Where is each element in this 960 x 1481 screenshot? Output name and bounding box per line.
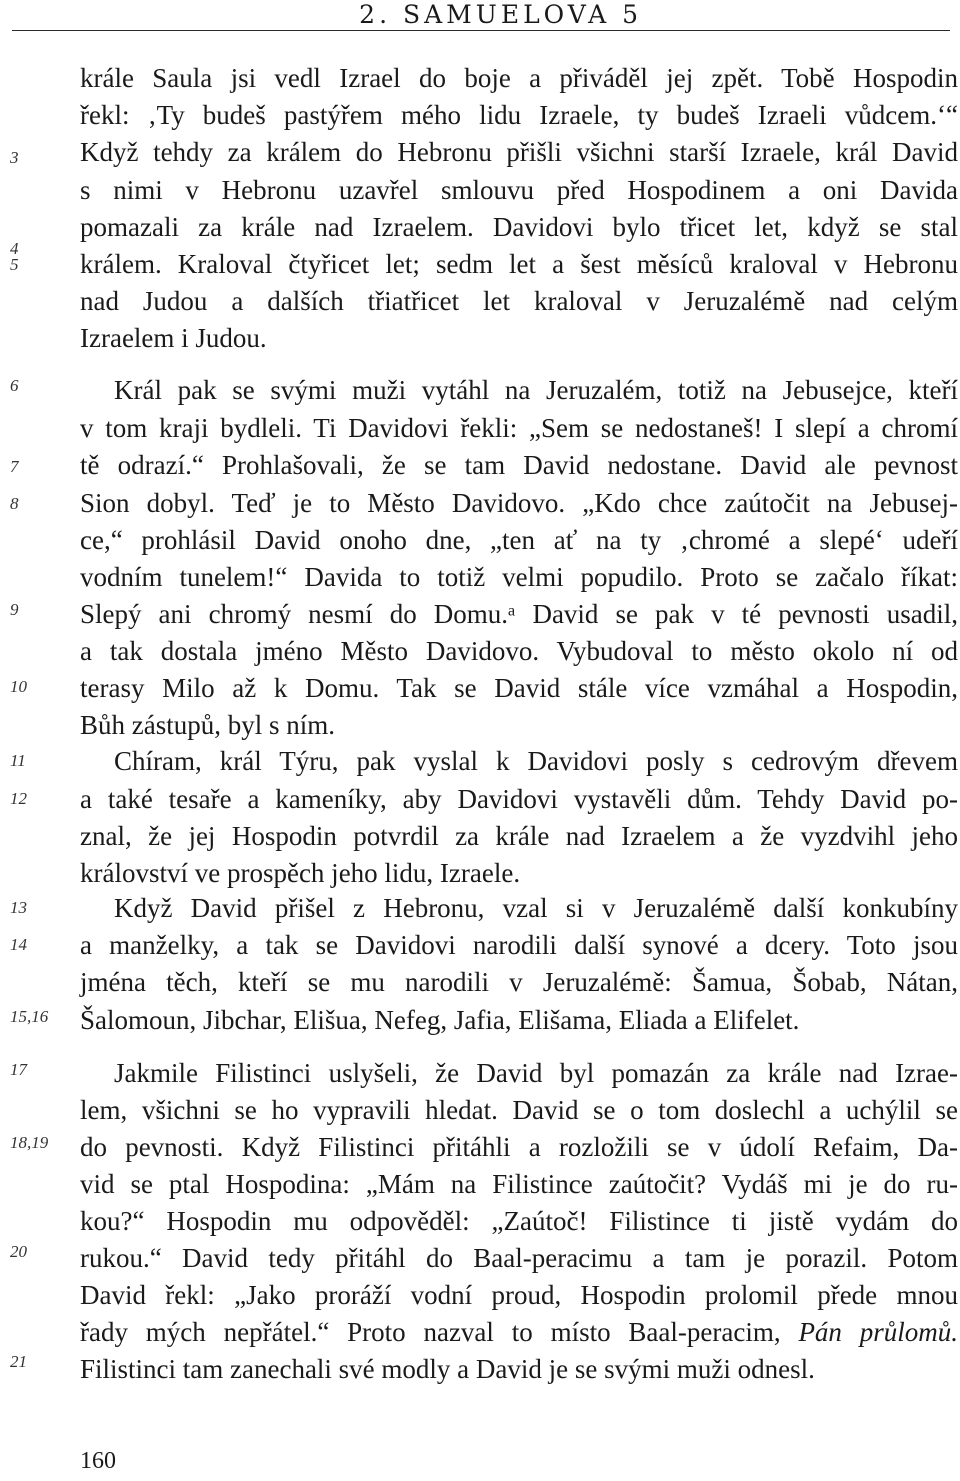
text-line: David řekl: „Jako proráží vodní proud, Hospodin prolomil přede mnou bbox=[80, 1280, 958, 1310]
verse-number: 14 bbox=[10, 935, 27, 954]
text-line: vid se ptal Hospodina: „Mám na Filistince zaútočit? Vydáš mi je do ru- bbox=[80, 1169, 958, 1199]
verse-number: 15,16 bbox=[10, 1007, 49, 1026]
verse-number: 4 bbox=[10, 239, 19, 258]
text-line: znal, že jej Hospodin potvrdil za krále nad Izraelem a že vyzdvihl jeho bbox=[80, 821, 958, 851]
text-line-span: řady mých nepřátel.“ Proto nazval to místo Baal-peracim, bbox=[80, 1317, 781, 1347]
verse-number: 3 bbox=[10, 148, 19, 167]
text-line: lem, všichni se ho vypravili hledat. David se o tom doslechl a uchýlil se bbox=[80, 1095, 958, 1125]
text-line: vodním tunelem!“ Davida to totiž velmi popudilo. Proto se začalo říkat: bbox=[80, 562, 958, 592]
text-line: terasy Milo až k Domu. Tak se David stále více vzmáhal a Hospodin, bbox=[80, 673, 958, 703]
text-line: nad Judou a dalších třiatřicet let kraloval v Jeruzalémě nad celým bbox=[80, 286, 958, 316]
text-line: Izraelem i Judou. bbox=[80, 323, 267, 353]
text-line: Chíram, král Týru, pak vyslal k Davidovi posly s cedrovým dřevem bbox=[114, 746, 958, 776]
text-line: králem. Kraloval čtyřicet let; sedm let a šest měsíců kraloval v Hebronu bbox=[80, 249, 958, 279]
text-line: jména těch, kteří se mu narodili v Jeruzalémě: Šamua, Šobab, Nátan, bbox=[80, 967, 958, 997]
text-line: krále Saula jsi vedl Izrael do boje a přiváděl jej zpět. Tobě Hospodin bbox=[80, 63, 958, 93]
text-line: s nimi v Hebronu uzavřel smlouvu před Hospodinem a oni Davida bbox=[80, 175, 958, 205]
verse-number: 5 bbox=[10, 255, 19, 274]
text-line: rukou.“ David tedy přitáhl do Baal-peracimu a tam je porazil. Potom bbox=[80, 1243, 958, 1273]
verse-number: 7 bbox=[10, 457, 19, 476]
verse-number: 21 bbox=[10, 1352, 27, 1371]
text-line: a také tesaře a kameníky, aby Davidovi vystavěli dům. Tehdy David po- bbox=[80, 784, 958, 814]
text-line: Když David přišel z Hebronu, vzal si v Jeruzalémě další konkubíny bbox=[114, 893, 958, 923]
text-line: v tom kraji bydleli. Ti Davidovi řekli: „Sem se nedostaneš! I slepí a chromí bbox=[80, 413, 958, 443]
verse-number: 20 bbox=[10, 1242, 27, 1261]
header-rule bbox=[12, 30, 950, 31]
text-line: Slepý ani chromý nesmí do Domu.ᵃ David se pak v té pevnosti usadil, bbox=[80, 599, 958, 629]
text-line-with-emphasis bbox=[80, 1312, 958, 1352]
text-line: pomazali za krále nad Izraelem. Davidovi bylo třicet let, když se stal bbox=[80, 212, 958, 242]
text-line: Jakmile Filistinci uslyšeli, že David byl pomazán za krále nad Izrae- bbox=[114, 1058, 958, 1088]
verse-number: 18,19 bbox=[10, 1133, 49, 1152]
verse-number: 13 bbox=[10, 898, 27, 917]
text-line: tě odrazí.“ Prohlašovali, že se tam David nedostane. David ale pevnost bbox=[80, 450, 958, 480]
text-line: Filistinci tam zanechali své modly a David je se svými muži odnesl. bbox=[80, 1354, 815, 1384]
text-line: ce,“ prohlásil David onoho dne, „ten ať na ty ‚chromé a slepé‘ udeří bbox=[80, 525, 958, 555]
text-line: království ve prospěch jeho lidu, Izraele. bbox=[80, 858, 521, 888]
verse-number: 17 bbox=[10, 1060, 27, 1079]
text-line: a manželky, a tak se Davidovi narodili další synové a dcery. Toto jsou bbox=[80, 930, 958, 960]
text-line: Sion dobyl. Teď je to Město Davidovo. „Kdo chce zaútočit na Jebusej- bbox=[80, 488, 958, 518]
verse-number: 8 bbox=[10, 494, 19, 513]
text-line: řekl: ‚Ty budeš pastýřem mého lidu Izraele, ty budeš Izraeli vůdcem.‘“ bbox=[80, 100, 958, 130]
verse-number: 10 bbox=[10, 677, 27, 696]
text-line: do pevnosti. Když Filistinci přitáhli a rozložili se v údolí Refaim, Da- bbox=[80, 1132, 958, 1162]
running-title: 2. SAMUELOVA 5 bbox=[359, 0, 642, 29]
verse-number: 11 bbox=[10, 751, 26, 770]
text-line: a tak dostala jméno Město Davidovo. Vybudoval to město okolo ní od bbox=[80, 636, 958, 666]
verse-number: 6 bbox=[10, 376, 19, 395]
text-line: Šalomoun, Jibchar, Elišua, Nefeg, Jafia, Elišama, Eliada a Elifelet. bbox=[80, 1005, 800, 1035]
text-line: Bůh zástupů, byl s ním. bbox=[80, 710, 335, 740]
place-name-emphasis: Pán průlomů. bbox=[798, 1317, 959, 1347]
text-line: Král pak se svými muži vytáhl na Jeruzalém, totiž na Jebusejce, kteří bbox=[114, 375, 958, 405]
verse-number: 12 bbox=[10, 789, 27, 808]
verse-number: 9 bbox=[10, 600, 19, 619]
text-line: Když tehdy za králem do Hebronu přišli všichni starší Izraele, král David bbox=[80, 137, 958, 167]
page-number: 160 bbox=[80, 1448, 116, 1474]
text-line: kou?“ Hospodin mu odpověděl: „Zaútoč! Filistince ti jistě vydám do bbox=[80, 1206, 958, 1236]
running-header bbox=[0, 0, 960, 30]
